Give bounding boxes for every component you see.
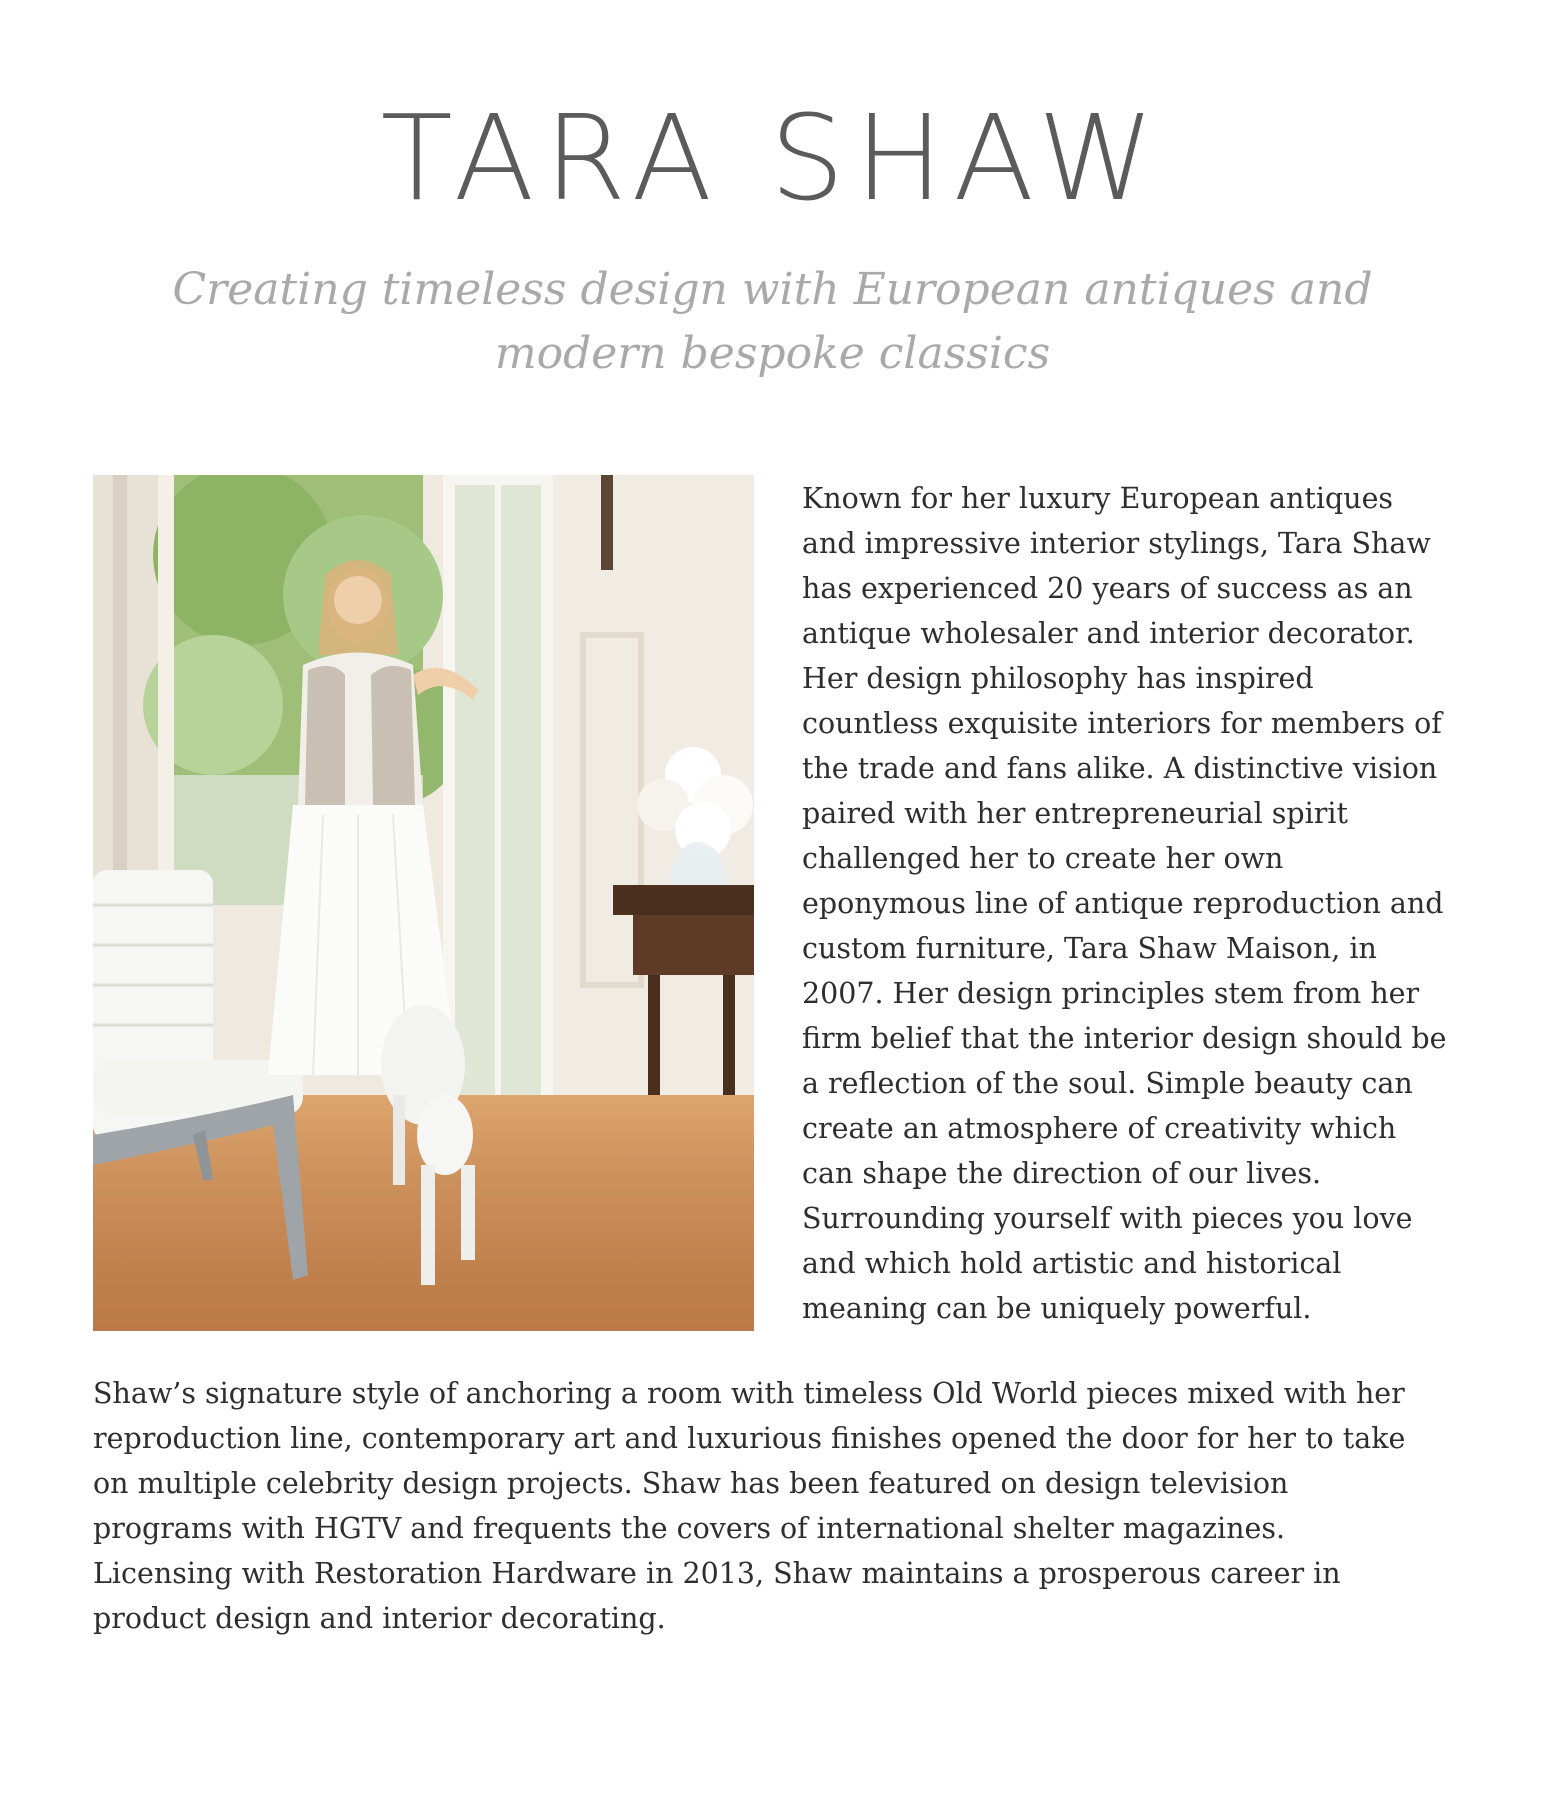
bio-paragraph-bottom [93, 1371, 1473, 1641]
tagline-line: modern bespoke classics [494, 328, 1051, 379]
bio-line: a reflection of the soul. Simple beauty can [802, 1067, 1413, 1100]
bio-paragraph-right [802, 476, 1462, 1331]
bio-line: Her design philosophy has inspired [802, 662, 1314, 695]
bio-line: and impressive interior stylings, Tara Shaw [802, 527, 1431, 560]
bio-line: eponymous line of antique reproduction and [802, 887, 1444, 920]
bio-line: meaning can be uniquely powerful. [802, 1292, 1312, 1325]
portrait-photo [93, 475, 754, 1331]
bio-line: can shape the direction of our lives. [802, 1157, 1322, 1190]
bio-line: has experienced 20 years of success as an [802, 572, 1413, 605]
bio-line: custom furniture, Tara Shaw Maison, in [802, 932, 1377, 965]
bio-line: reproduction line, contemporary art and luxurious finishes opened the door for her to take [93, 1422, 1406, 1455]
bio-line: Known for her luxury European antiques [802, 482, 1394, 515]
page-title: TARA SHAW [380, 89, 1165, 227]
tagline-line: Creating timeless design with European antiques and [172, 264, 1373, 315]
bio-line: the trade and fans alike. A distinctive vision [802, 752, 1438, 785]
bio-line: Shaw’s signature style of anchoring a room with timeless Old World pieces mixed with her [93, 1377, 1405, 1410]
bio-line: product design and interior decorating. [93, 1602, 666, 1635]
bio-line: firm belief that the interior design should be [802, 1022, 1447, 1055]
bio-line: challenged her to create her own [802, 842, 1284, 875]
bio-line: create an atmosphere of creativity which [802, 1112, 1397, 1145]
bio-line: antique wholesaler and interior decorator. [802, 617, 1415, 650]
bio-line: countless exquisite interiors for members of [802, 707, 1442, 740]
bio-line: Licensing with Restoration Hardware in 2013, Shaw maintains a prosperous career in [93, 1557, 1341, 1590]
bio-line: programs with HGTV and frequents the covers of international shelter magazines. [93, 1512, 1286, 1545]
bio-line: Surrounding yourself with pieces you love [802, 1202, 1413, 1235]
bio-line: and which hold artistic and historical [802, 1247, 1342, 1280]
bio-line: 2007. Her design principles stem from her [802, 977, 1420, 1010]
bio-line: on multiple celebrity design projects. Shaw has been featured on design television [93, 1467, 1289, 1500]
bio-line: paired with her entrepreneurial spirit [802, 797, 1348, 830]
tagline [0, 258, 1545, 386]
